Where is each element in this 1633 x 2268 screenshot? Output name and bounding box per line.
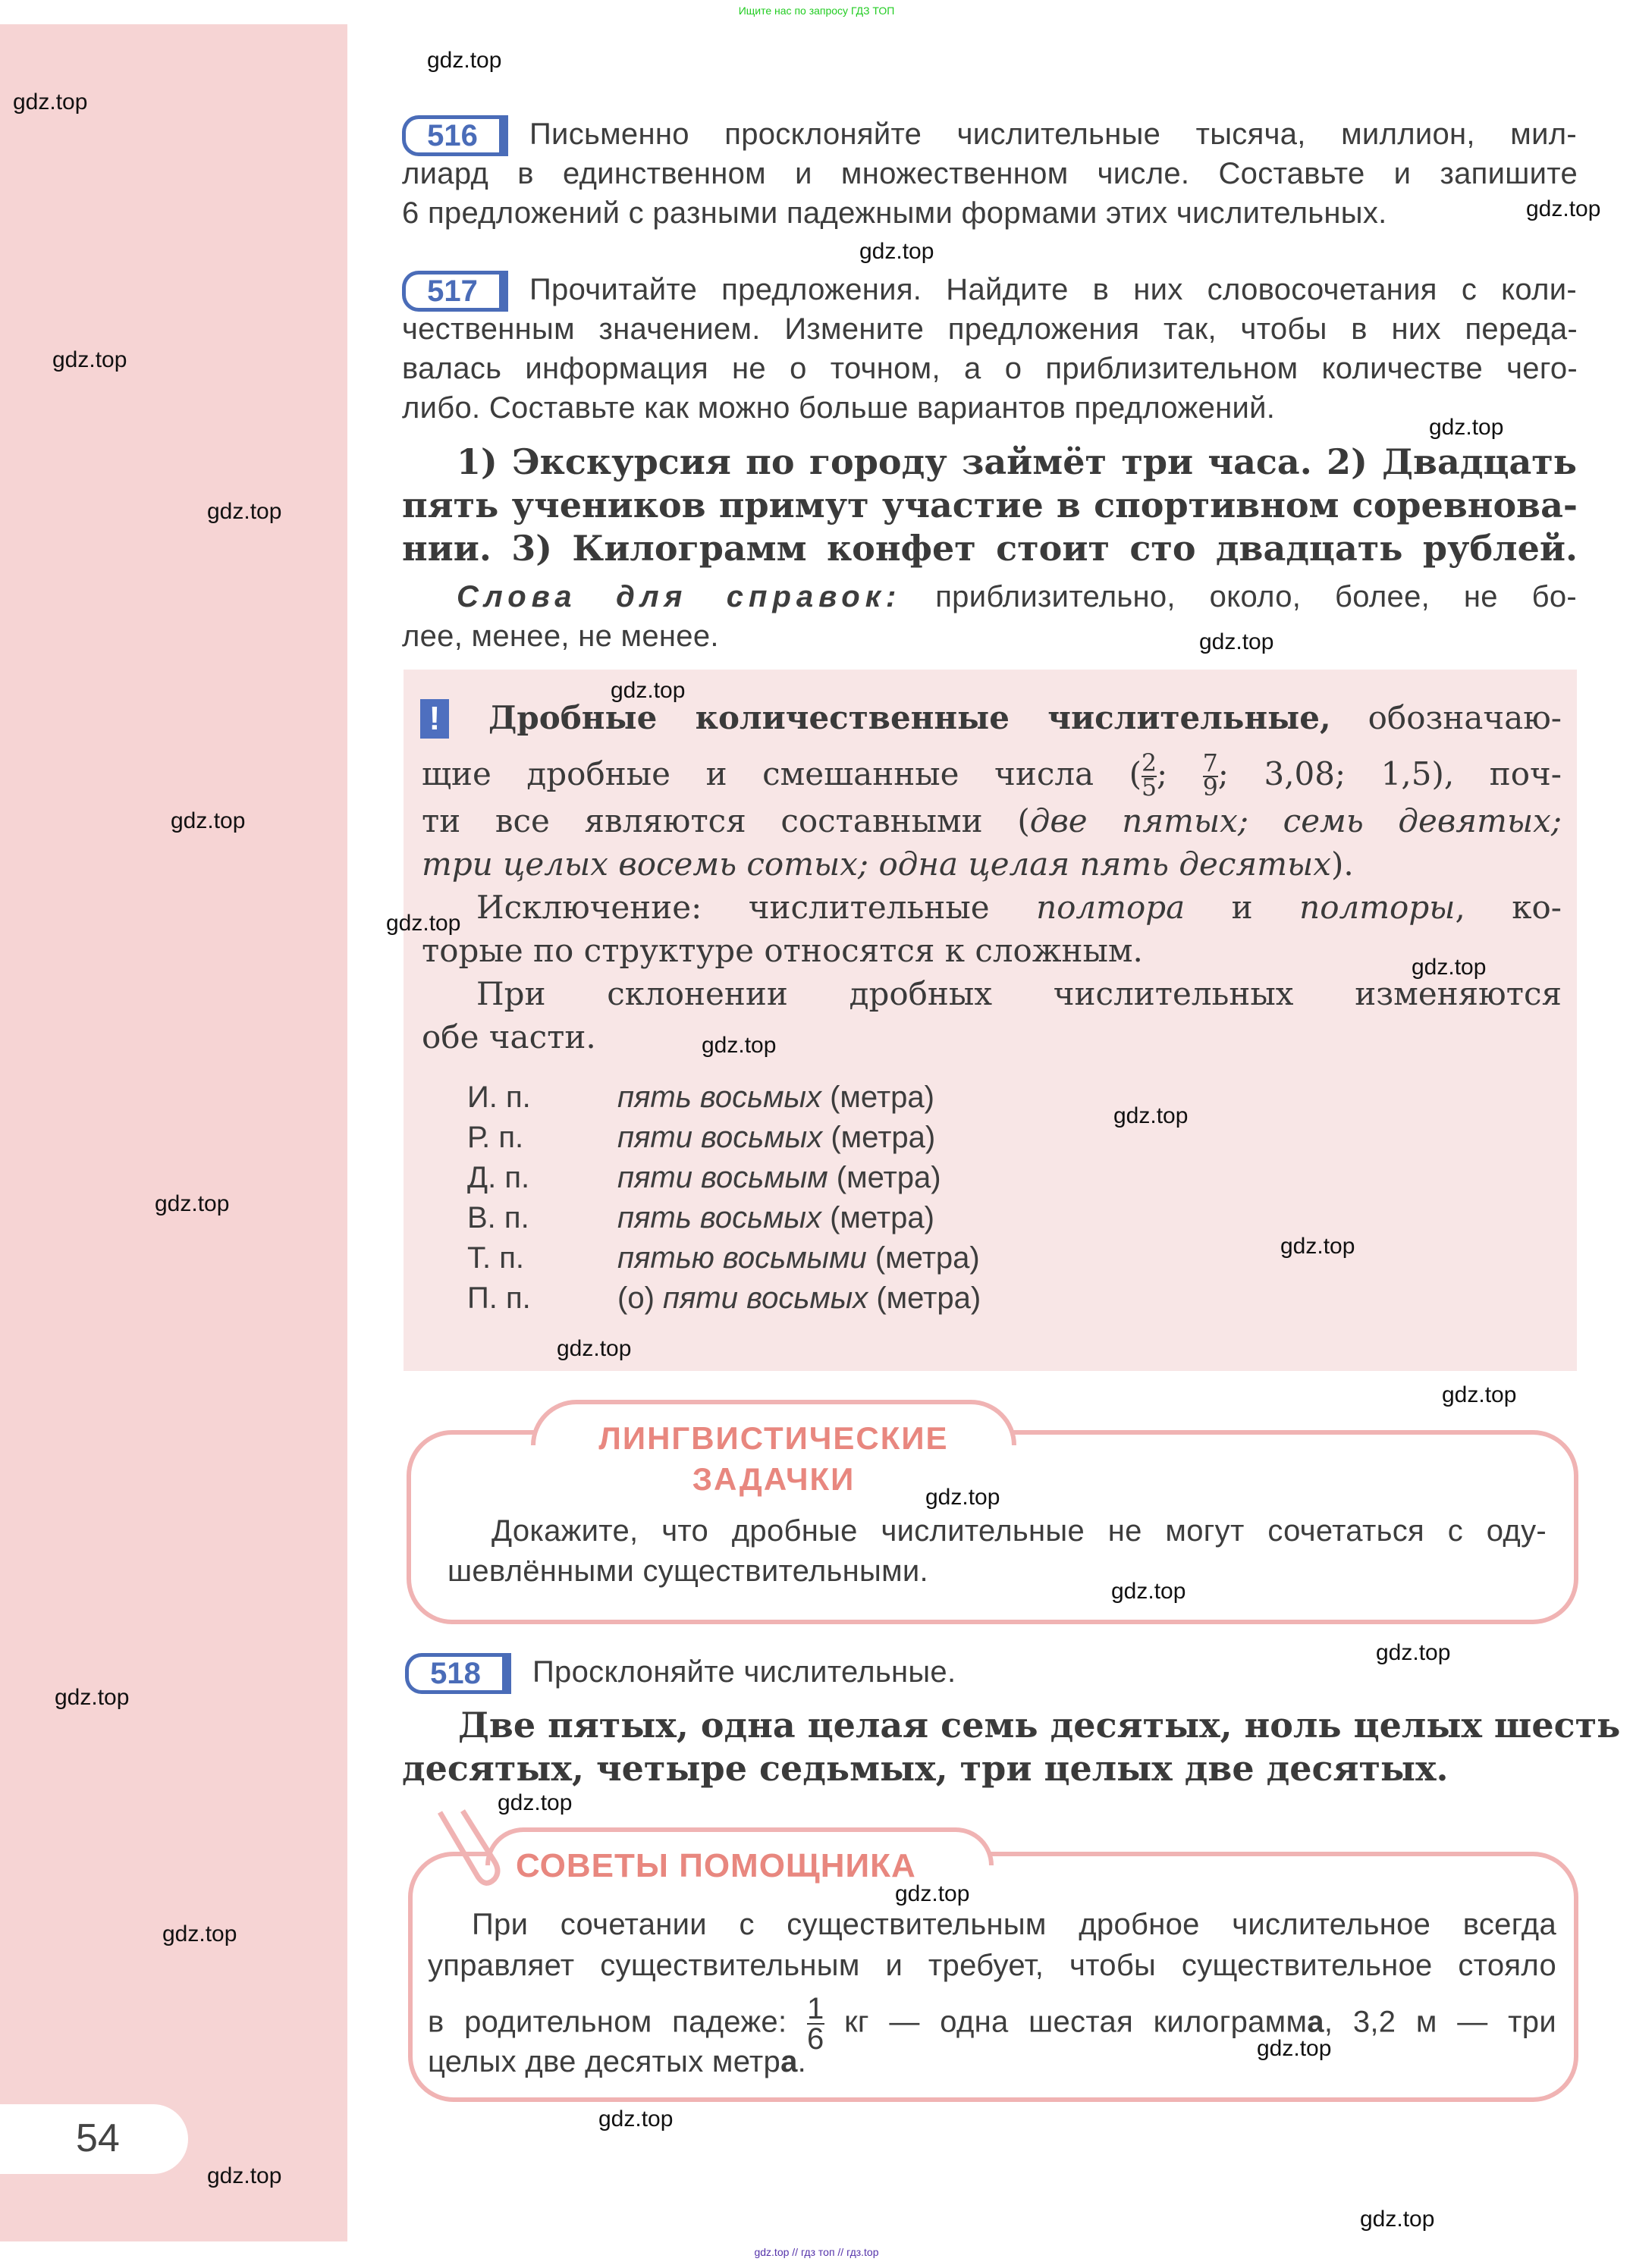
watermark: gdz.top — [1360, 2207, 1435, 2232]
watermark: gdz.top — [386, 911, 461, 936]
watermark: gdz.top — [207, 499, 282, 524]
watermark: gdz.top — [557, 1336, 632, 1361]
watermark: gdz.top — [1442, 1382, 1517, 1407]
rule-line-3: ти все являются составными (две пятых; семь девятых; — [422, 802, 1562, 839]
watermark: gdz.top — [1280, 1234, 1355, 1259]
watermark: gdz.top — [1429, 415, 1504, 440]
ex517-hint — [457, 580, 1577, 614]
watermark: gdz.top — [702, 1033, 777, 1058]
tips-line-4: целых две десятых метра. — [428, 2045, 807, 2078]
tips-line-3: в родительном падеже: $\frac{1}{6}$ кг — одна шестая килограмма, 3,2 м — три — [428, 1992, 1556, 2056]
ex517-hint-2: лее, менее, не менее. — [402, 620, 719, 653]
watermark: gdz.top — [611, 678, 686, 703]
case-label: Р. п. — [467, 1121, 524, 1154]
tips-title: СОВЕТЫ ПОМОЩНИКА — [516, 1847, 916, 1884]
rule-line-6: торые по структуре относятся к сложным. — [422, 932, 1143, 969]
watermark: gdz.top — [1113, 1103, 1189, 1128]
rule-line-7: При склонении дробных числительных изменяются — [476, 975, 1562, 1012]
fraction-2-5: $\frac{2}{5}$ — [1141, 750, 1157, 801]
watermark: gdz.top — [155, 1191, 230, 1216]
watermark: gdz.top — [55, 1685, 130, 1710]
watermark: gdz.top — [1199, 629, 1274, 654]
watermark: gdz.top — [162, 1921, 237, 1946]
rule-line-4: три целых восемь сотых; одна целая пять десятых). — [422, 845, 1354, 883]
watermark: gdz.top — [859, 239, 934, 264]
case-label: Т. п. — [467, 1241, 524, 1275]
case-label: Д. п. — [467, 1161, 530, 1194]
ex518-line-1: Две пятых, одна целая семь десятых, ноль целых шесть — [458, 1705, 1621, 1746]
watermark: gdz.top — [1111, 1579, 1186, 1604]
case-form: пяти восьмых (метра) — [617, 1121, 936, 1154]
ex518-task: Просклоняйте числительные. — [532, 1655, 956, 1689]
page-number: 54 — [76, 2116, 120, 2160]
watermark: gdz.top — [427, 48, 502, 73]
watermark: gdz.top — [598, 2106, 674, 2132]
watermark: gdz.top — [895, 1881, 970, 1906]
linguistic-title-1: ЛИНГВИСТИЧЕСКИЕ — [598, 1420, 949, 1456]
rule-line-1: Дробные количественные числительные, обозначаю- — [488, 699, 1562, 736]
case-label: В. п. — [467, 1201, 529, 1234]
ex517-line-3: валась информация не о точном, а о приблизительном количестве чего- — [402, 352, 1578, 385]
tips-line-1: При сочетании с существительным дробное числительное всегда — [472, 1908, 1556, 1941]
case-form: пятью восьмыми (метра) — [617, 1241, 980, 1275]
fraction-1-6: $\frac{1}{6}$ — [806, 1992, 824, 2056]
case-form: пять восьмых (метра) — [617, 1201, 934, 1234]
paperclip-icon — [425, 1805, 508, 1888]
ex517-line-2: чественным значением. Измените предложения так, чтобы в них переда- — [402, 312, 1578, 346]
case-label: И. п. — [467, 1081, 531, 1114]
rule-term: Дробные количественные числительные, — [488, 699, 1331, 736]
case-form: пять восьмых (метра) — [617, 1081, 934, 1114]
watermark: gdz.top — [498, 1790, 573, 1815]
watermark: gdz.top — [52, 347, 127, 372]
exercise-number-517: 517 — [402, 271, 508, 312]
exclamation-icon: ! — [420, 699, 449, 739]
search-hint-banner: Ищите нас по запросу ГДЗ ТОП — [738, 5, 895, 17]
watermark: gdz.top — [207, 2163, 282, 2188]
case-form: (о) пяти восьмых (метра) — [617, 1281, 981, 1315]
footer-watermark: gdz.top // гдз топ // гдз.top — [754, 2246, 879, 2258]
ex517-sentence-1: 1) Экскурсия по городу займёт три часа. 2) Двадцать — [457, 441, 1577, 482]
linguistic-title-2: ЗАДАЧКИ — [692, 1461, 856, 1497]
watermark: gdz.top — [1412, 955, 1487, 980]
rule-line-2: щие дробные и смешанные числа ( $\frac{2}{5}$ ; $\frac{7}{9}$ ; 3,08; 1,5), поч- — [422, 750, 1562, 801]
ex516-line-3: 6 предложений с разными падежными формами этих числительных. — [402, 196, 1387, 230]
watermark: gdz.top — [171, 808, 246, 833]
ex518-line-2: десятых, четыре седьмых, три целых две десятых. — [402, 1748, 1449, 1789]
watermark: gdz.top — [1376, 1640, 1451, 1665]
case-label: П. п. — [467, 1281, 531, 1315]
watermark: gdz.top — [13, 89, 88, 114]
linguistic-line-2: шевлёнными существительными. — [448, 1554, 928, 1588]
ex517-sentence-3: нии. 3) Килограмм конфет стоит сто двадцать рублей. — [402, 528, 1578, 569]
ex516-line-2: лиард в единственном и множественном числе. Составьте и запишите — [402, 157, 1578, 190]
watermark: gdz.top — [1526, 196, 1601, 221]
ex516-line-1: Письменно просклоняйте числительные тысяча, миллион, мил- — [529, 118, 1577, 151]
watermark: gdz.top — [1257, 2036, 1332, 2061]
ex517-line-1: Прочитайте предложения. Найдите в них словосочетания с коли- — [529, 273, 1577, 306]
tips-line-2: управляет существительным и требует, чтобы существительное стояло — [428, 1949, 1556, 1982]
case-form: пяти восьмым (метра) — [617, 1161, 941, 1194]
fraction-7-9: $\frac{7}{9}$ — [1202, 750, 1218, 801]
hint-label: Слова для справок: — [457, 580, 902, 613]
ex517-sentence-2: пять учеников примут участие в спортивном соревнова- — [402, 485, 1578, 525]
rule-line-5: Исключение: числительные полтора и полторы, ко- — [476, 889, 1562, 926]
linguistic-line-1: Докажите, что дробные числительные не могут сочетаться с оду- — [491, 1514, 1547, 1548]
hint-words: приблизительно, около, более, не бо- — [935, 580, 1578, 613]
ex517-line-4: либо. Составьте как можно больше вариантов предложений. — [402, 391, 1276, 425]
exercise-number-518: 518 — [405, 1653, 511, 1694]
exercise-number-516: 516 — [402, 115, 508, 156]
watermark: gdz.top — [925, 1485, 1000, 1510]
rule-line-8: обе части. — [422, 1018, 596, 1056]
